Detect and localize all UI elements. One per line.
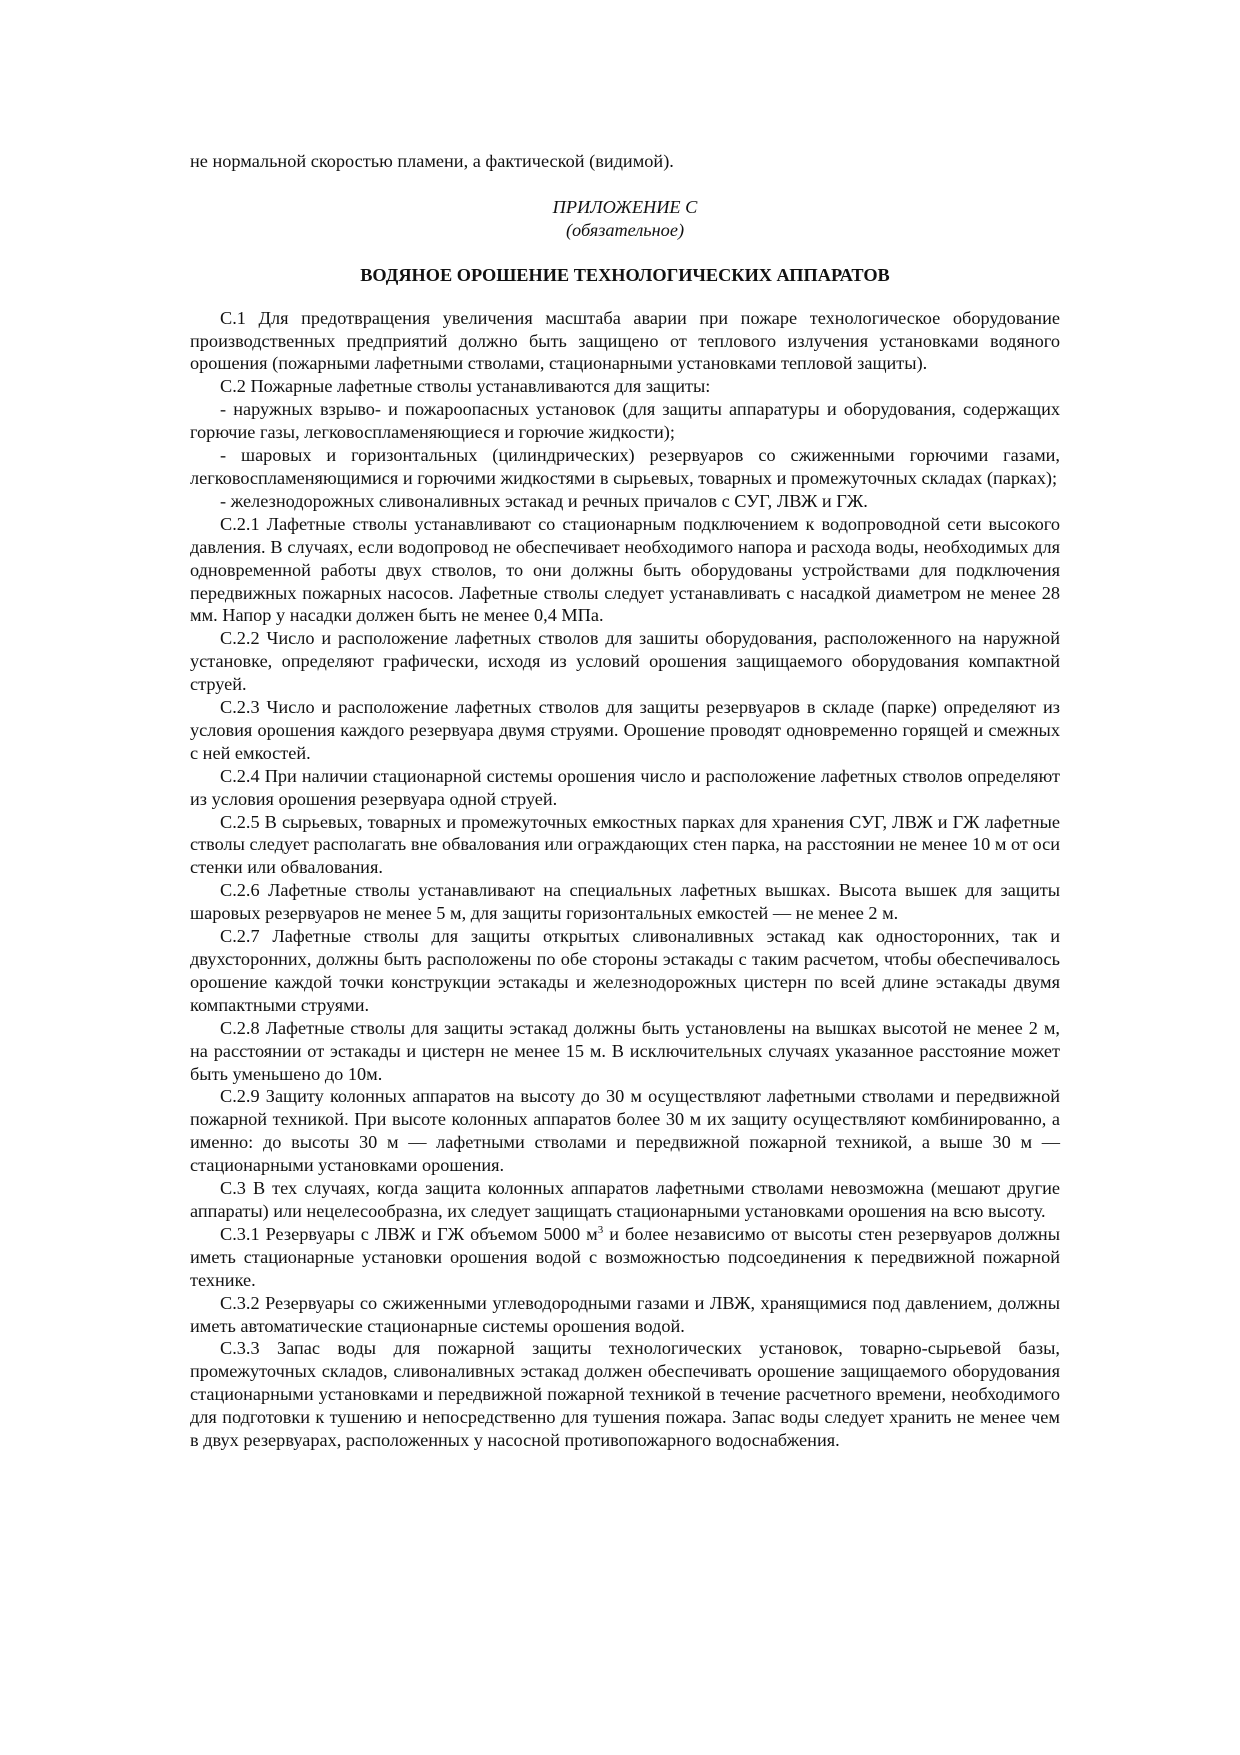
list-item-railway-racks: - железнодорожных сливоналивных эстакад и речных причалов с СУГ, ЛВЖ и ГЖ. (220, 490, 868, 511)
list-item-spherical-tanks: - шаровых и горизонтальных (цилиндрических) резервуаров со сжиженными горючими газами, легковоспламеняющимися и горючими жидкостями в сырьевых, товарных и промежуточных складах (парках); (190, 445, 1060, 488)
paragraph-c2-6: С.2.6 Лафетные стволы устанавливают на специальных лафетных вышках. Высота вышек для защиты шаровых резервуаров не менее 5 м, для защиты горизонтальных емкостей — не менее 2 м. (190, 880, 1060, 924)
paragraph-c2-5: С.2.5 В сырьевых, товарных и промежуточных емкостных парках для хранения СУГ, ЛВЖ и ГЖ лафетные стволы следует располагать вне обвалования или ограждающих стен парка, на расстоянии не менее 10 м от оси стенки или обвалования. (190, 811, 1060, 878)
paragraph-c2-9: С.2.9 Защиту колонных аппаратов на высоту до 30 м осуществляют лафетными стволами и передвижной пожарной техникой. При высоте колонных аппаратов более 30 м их защиту осуществляют комбинированно, а именно: до высоты 30 м — лафетными стволами и передвижной пожарной техникой, а выше 30 м — стационарными установками орошения. (190, 1086, 1060, 1176)
paragraph-c3: С.3 В тех случаях, когда защита колонных аппаратов лафетными стволами невозможна (мешают другие аппараты) или нецелесообразна, их следует защищать стационарными установками орошения на всю высоту. (190, 1178, 1060, 1221)
appendix-title: ПРИЛОЖЕНИЕ С (552, 196, 698, 217)
paragraph-c3-3: С.3.3 Запас воды для пожарной защиты технологических установок, товарно-сырьевой базы, промежуточных складов, сливоналивных эстакад должен обеспечивать орошение защищаемого оборудования стационарными установками и передвижной пожарной техникой в течение расчетного времени, необходимого для подготовки к тушению и непосредственно для тушения пожара. Запас воды следует хранить не менее чем в двух резервуарах, расположенных у насосной противопожарного водоснабжения. (190, 1338, 1060, 1451)
paragraph-c2-8: С.2.8 Лафетные стволы для защиты эстакад должны быть установлены на вышках высотой не менее 2 м, на расстоянии от эстакады и цистерн не менее 15 м. В исключительных случаях указанное расстояние может быть уменьшено до 10м. (190, 1017, 1060, 1084)
paragraph-c3-1-end: и более независимо от высоты стен резервуаров должны иметь стационарные установки орошения водой с возможностью подсоединения к передвижной пожарной технике. (190, 1223, 1060, 1290)
paragraph-c2-1: С.2.1 Лафетные стволы устанавливают со стационарным подключением к водопроводной сети высокого давления. В случаях, если водопровод не обеспечивает необходимого напора и расхода воды, необходимых для одновременной работы двух стволов, то они должны быть оборудованы устройствами для подключения передвижных пожарных насосов. Лафетные стволы следует устанавливать с насадкой диаметром не менее 28 мм. Напор у насадки должен быть не менее 0,4 МПа. (190, 513, 1060, 626)
paragraph-c2: С.2 Пожарные лафетные стволы устанавливаются для защиты: (220, 376, 711, 397)
intro-line: не нормальной скоростью пламени, а фактической (видимой). (190, 151, 674, 171)
paragraph-c3-1 (190, 1223, 1060, 1292)
list-item-external-installations: - наружных взрыво- и пожароопасных установок (для защиты аппаратуры и оборудования, содержащих горючие газы, легковоспламеняющиеся и горючие жидкости); (190, 399, 1060, 443)
paragraph-c3-1-start: С.3.1 Резервуары с ЛВЖ и ГЖ объемом 5000 м (220, 1223, 598, 1244)
paragraph-c2-3: С.2.3 Число и расположение лафетных стволов для защиты резервуаров в складе (парке) определяют из условия орошения каждого резервуара двумя струями. Орошение проводят одновременно горящей и смежных с ней емкостей. (190, 697, 1060, 763)
paragraph-c2-4: С.2.4 При наличии стационарной системы орошения число и расположение лафетных стволов определяют из условия орошения резервуара одной струей. (190, 765, 1060, 809)
section-heading: ВОДЯНОЕ ОРОШЕНИЕ ТЕХНОЛОГИЧЕСКИХ АППАРАТОВ (360, 264, 890, 285)
paragraph-c2-7: С.2.7 Лафетные стволы для защиты открытых сливоналивных эстакад как односторонних, так и двухсторонних, должны быть расположены по обе стороны эстакады с таким расчетом, чтобы обеспечивалось орошение каждой точки конструкции эстакады и железнодорожных цистерн по всей длине эстакады двумя компактными струями. (190, 926, 1060, 1015)
cubic-superscript: 3 (597, 1223, 604, 1236)
paragraph-c3-2: С.3.2 Резервуары со сжиженными углеводородными газами и ЛВЖ, хранящимися под давлением, должны иметь автоматические стационарные системы орошения водой. (190, 1292, 1060, 1336)
document-page (190, 150, 1060, 1452)
appendix-status: (обязательное) (565, 219, 685, 240)
paragraph-c2-2: С.2.2 Число и расположение лафетных стволов для зашиты оборудования, расположенного на наружной установке, определяют графически, исходя из условий орошения защищаемого оборудования компактной струей. (190, 628, 1060, 695)
paragraph-c1: С.1 Для предотвращения увеличения масштаба аварии при пожаре технологическое оборудование производственных предприятий должно быть защищено от теплового излучения установками водяного орошения (пожарными лафетными стволами, стационарными установками тепловой защиты). (190, 307, 1060, 374)
